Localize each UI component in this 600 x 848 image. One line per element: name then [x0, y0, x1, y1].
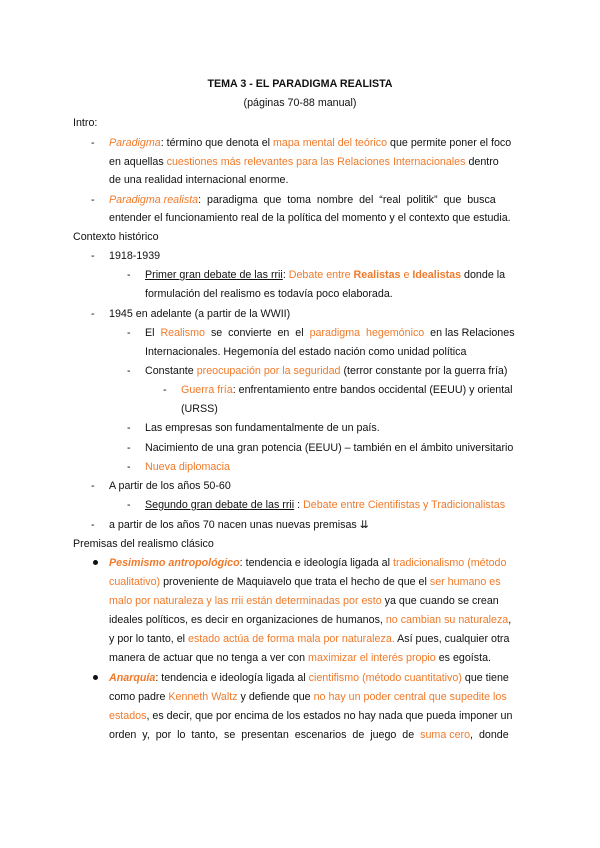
- intro-paradigma-line3: de una realidad internacional enorme.: [109, 174, 289, 186]
- intro-paradigma-line1: Paradigma: término que denota el mapa mental del teórico que permite poner el foco: [109, 137, 512, 149]
- realismo-hegemonico-line2: Internacionales. Hegemonía del estado nación como unidad política: [145, 346, 467, 358]
- guerra-fria-line2: (URSS): [181, 403, 218, 415]
- dash-marker: -: [127, 365, 131, 377]
- anarquia-line2: como padre Kenneth Waltz y defiende que no hay un poder central que supedite los: [109, 691, 507, 703]
- nueva-diplomacia-item: Nueva diplomacia: [145, 461, 230, 473]
- dash-marker: -: [91, 250, 95, 262]
- bullet-dot: [93, 675, 98, 680]
- dash-marker: -: [163, 384, 167, 396]
- document-subtitle: (páginas 70-88 manual): [243, 97, 357, 109]
- dash-marker: -: [91, 137, 95, 149]
- primer-debate-line2: formulación del realismo es todavía poco elaborada.: [145, 288, 393, 300]
- dash-marker: -: [127, 269, 131, 281]
- dash-marker: -: [127, 499, 131, 511]
- premisas-heading: Premisas del realismo clásico: [73, 538, 214, 550]
- anarquia-line1: Anarquía: tendencia e ideología ligada al cientifismo (método cuantitativo) que tiene: [109, 672, 509, 684]
- intro-realista-line2: entender el funcionamiento real de la política del momento y el contexto que estudia.: [109, 212, 511, 224]
- intro-heading: Intro:: [73, 117, 98, 129]
- dash-marker: -: [127, 422, 131, 434]
- anarquia-line4: orden y, por lo tanto, se presentan escenarios de juego de suma cero, donde: [109, 729, 509, 741]
- empresas-item: Las empresas son fundamentalmente de un país.: [145, 422, 380, 434]
- dash-marker: -: [91, 480, 95, 492]
- pesimismo-line3: malo por naturaleza y las rrii están determinadas por esto ya que cuando se crean: [109, 595, 499, 607]
- pesimismo-line1: Pesimismo antropológico: tendencia e ideología ligada al tradicionalismo (método: [109, 557, 507, 569]
- dash-marker: -: [91, 194, 95, 206]
- pesimismo-line4: ideales políticos, es decir en organizaciones de humanos, no cambian su naturaleza,: [109, 614, 512, 626]
- dash-marker: -: [91, 308, 95, 320]
- intro-paradigma-line2: en aquellas cuestiones más relevantes para las Relaciones Internacionales dentro: [109, 156, 499, 168]
- anarquia-line3: estados, es decir, que por encima de los estados no hay nada que pueda imponer un: [109, 710, 513, 722]
- dash-marker: -: [91, 519, 95, 531]
- periodo-1918: 1918-1939: [109, 250, 161, 262]
- periodo-1945: 1945 en adelante (a partir de la WWII): [109, 308, 291, 320]
- pesimismo-line6: manera de actuar que no tenga a ver con maximizar el interés propio es egoísta.: [109, 652, 492, 664]
- realismo-hegemonico-line1: El Realismo se convierte en el paradigma hegemónico en las Relaciones: [145, 327, 515, 339]
- primer-debate-line1: Primer gran debate de las rrii: Debate entre Realistas e Idealistas donde la: [145, 269, 506, 281]
- periodo-50-60: A partir de los años 50-60: [109, 480, 231, 492]
- preocupacion-seguridad: Constante preocupación por la seguridad (terror constante por la guerra fría): [145, 365, 508, 377]
- bullet-dot: [93, 560, 98, 565]
- segundo-debate: Segundo gran debate de las rrii : Debate entre Cientifistas y Tradicionalistas: [145, 499, 506, 511]
- pesimismo-line5: y por lo tanto, el estado actúa de forma mala por naturaleza. Así pues, cualquier otra: [109, 633, 510, 645]
- dash-marker: -: [127, 442, 131, 454]
- intro-realista-line1: Paradigma realista: paradigma que toma nombre del “real politik” que busca: [109, 194, 496, 206]
- document-title: TEMA 3 - EL PARADIGMA REALISTA: [207, 78, 393, 90]
- guerra-fria-line1: Guerra fría: enfrentamiento entre bandos occidental (EEUU) y oriental: [181, 384, 513, 396]
- pesimismo-line2: cualitativo) proveniente de Maquiavelo que trata el hecho de que el ser humano es: [109, 576, 501, 588]
- dash-marker: -: [127, 327, 131, 339]
- gran-potencia-item: Nacimiento de una gran potencia (EEUU) – también en el ámbito universitario: [145, 442, 514, 454]
- contexto-heading: Contexto histórico: [73, 231, 159, 243]
- dash-marker: -: [127, 461, 131, 473]
- periodo-70: a partir de los años 70 nacen unas nuevas premisas ⇊: [109, 519, 369, 531]
